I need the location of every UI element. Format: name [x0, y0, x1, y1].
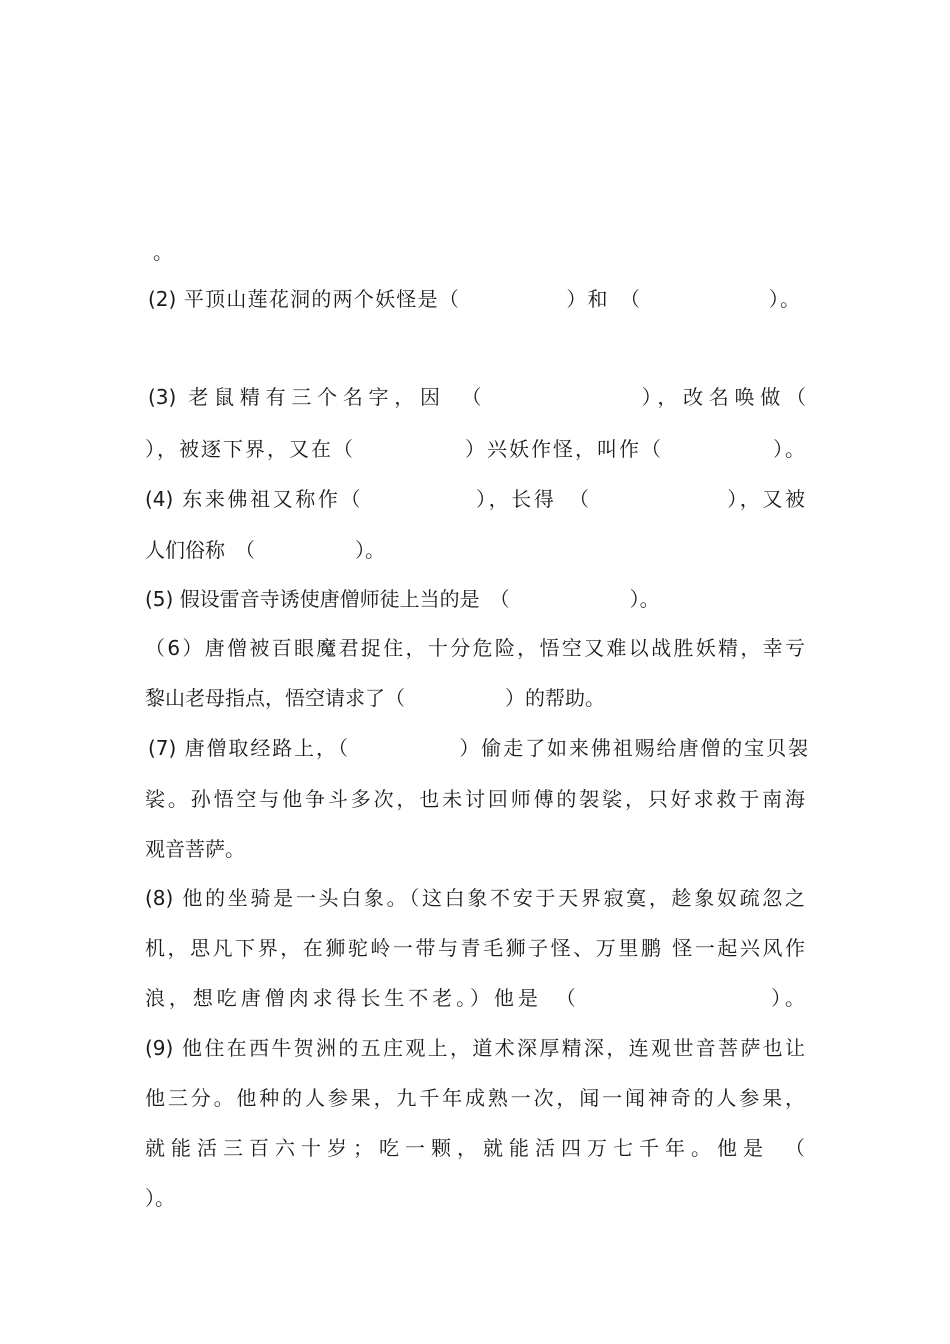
question-4-line-2: 人们俗称 （ ）。 — [145, 538, 385, 562]
question-9-line-2: 他三分。他种的人参果，九千年成熟一次，闻一闻神奇的人参果， — [145, 1086, 805, 1110]
question-8-line-3: 浪，想吃唐僧肉求得长生不老。）他是 （ ）。 — [145, 986, 805, 1010]
question-6-line-2: 黎山老母指点，悟空请求了（ ）的帮助。 — [145, 686, 605, 710]
question-9-line-1: (9) 他住在西牛贺洲的五庄观上，道术深厚精深，连观世音菩萨也让 — [145, 1036, 805, 1060]
question-9-line-3: 就能活三百六十岁；吃一颗，就能活四万七千年。他是 （ — [145, 1136, 805, 1160]
question-8-line-2: 机，思凡下界，在狮驼岭一带与青毛狮子怪、万里鹏 怪一起兴风作 — [145, 936, 805, 960]
question-5-line-1: (5) 假设雷音寺诱使唐僧师徒上当的是 （ ）。 — [145, 587, 660, 611]
question-7-line-1: (7) 唐僧取经路上，（ ）偷走了如来佛祖赐给唐僧的宝贝袈 — [148, 736, 808, 760]
question-3-line-2: ），被逐下界，又在（ ）兴妖作怪，叫作（ ）。 — [145, 437, 805, 461]
question-6-line-1: （6）唐僧被百眼魔君捉住，十分危险，悟空又难以战胜妖精，幸亏 — [145, 636, 805, 660]
question-7-line-3: 观音菩萨。 — [145, 837, 245, 861]
question-7-line-2: 裟。孙悟空与他争斗多次，也未讨回师傅的袈裟，只好求救于南海 — [145, 787, 805, 811]
text-line-1: 。 — [153, 240, 173, 264]
question-9-line-4: ）。 — [145, 1186, 175, 1210]
question-2-line-1: (2) 平顶山莲花洞的两个妖怪是（ ）和 （ ）。 — [148, 287, 800, 311]
question-3-line-1: (3) 老鼠精有三个名字，因 （ ），改名唤做（ — [148, 385, 806, 409]
question-4-line-1: (4) 东来佛祖又称作（ ），长得 （ ），又被 — [145, 487, 805, 511]
question-8-line-1: (8) 他的坐骑是一头白象。（这白象不安于天界寂寞，趁象奴疏忽之 — [145, 886, 805, 910]
